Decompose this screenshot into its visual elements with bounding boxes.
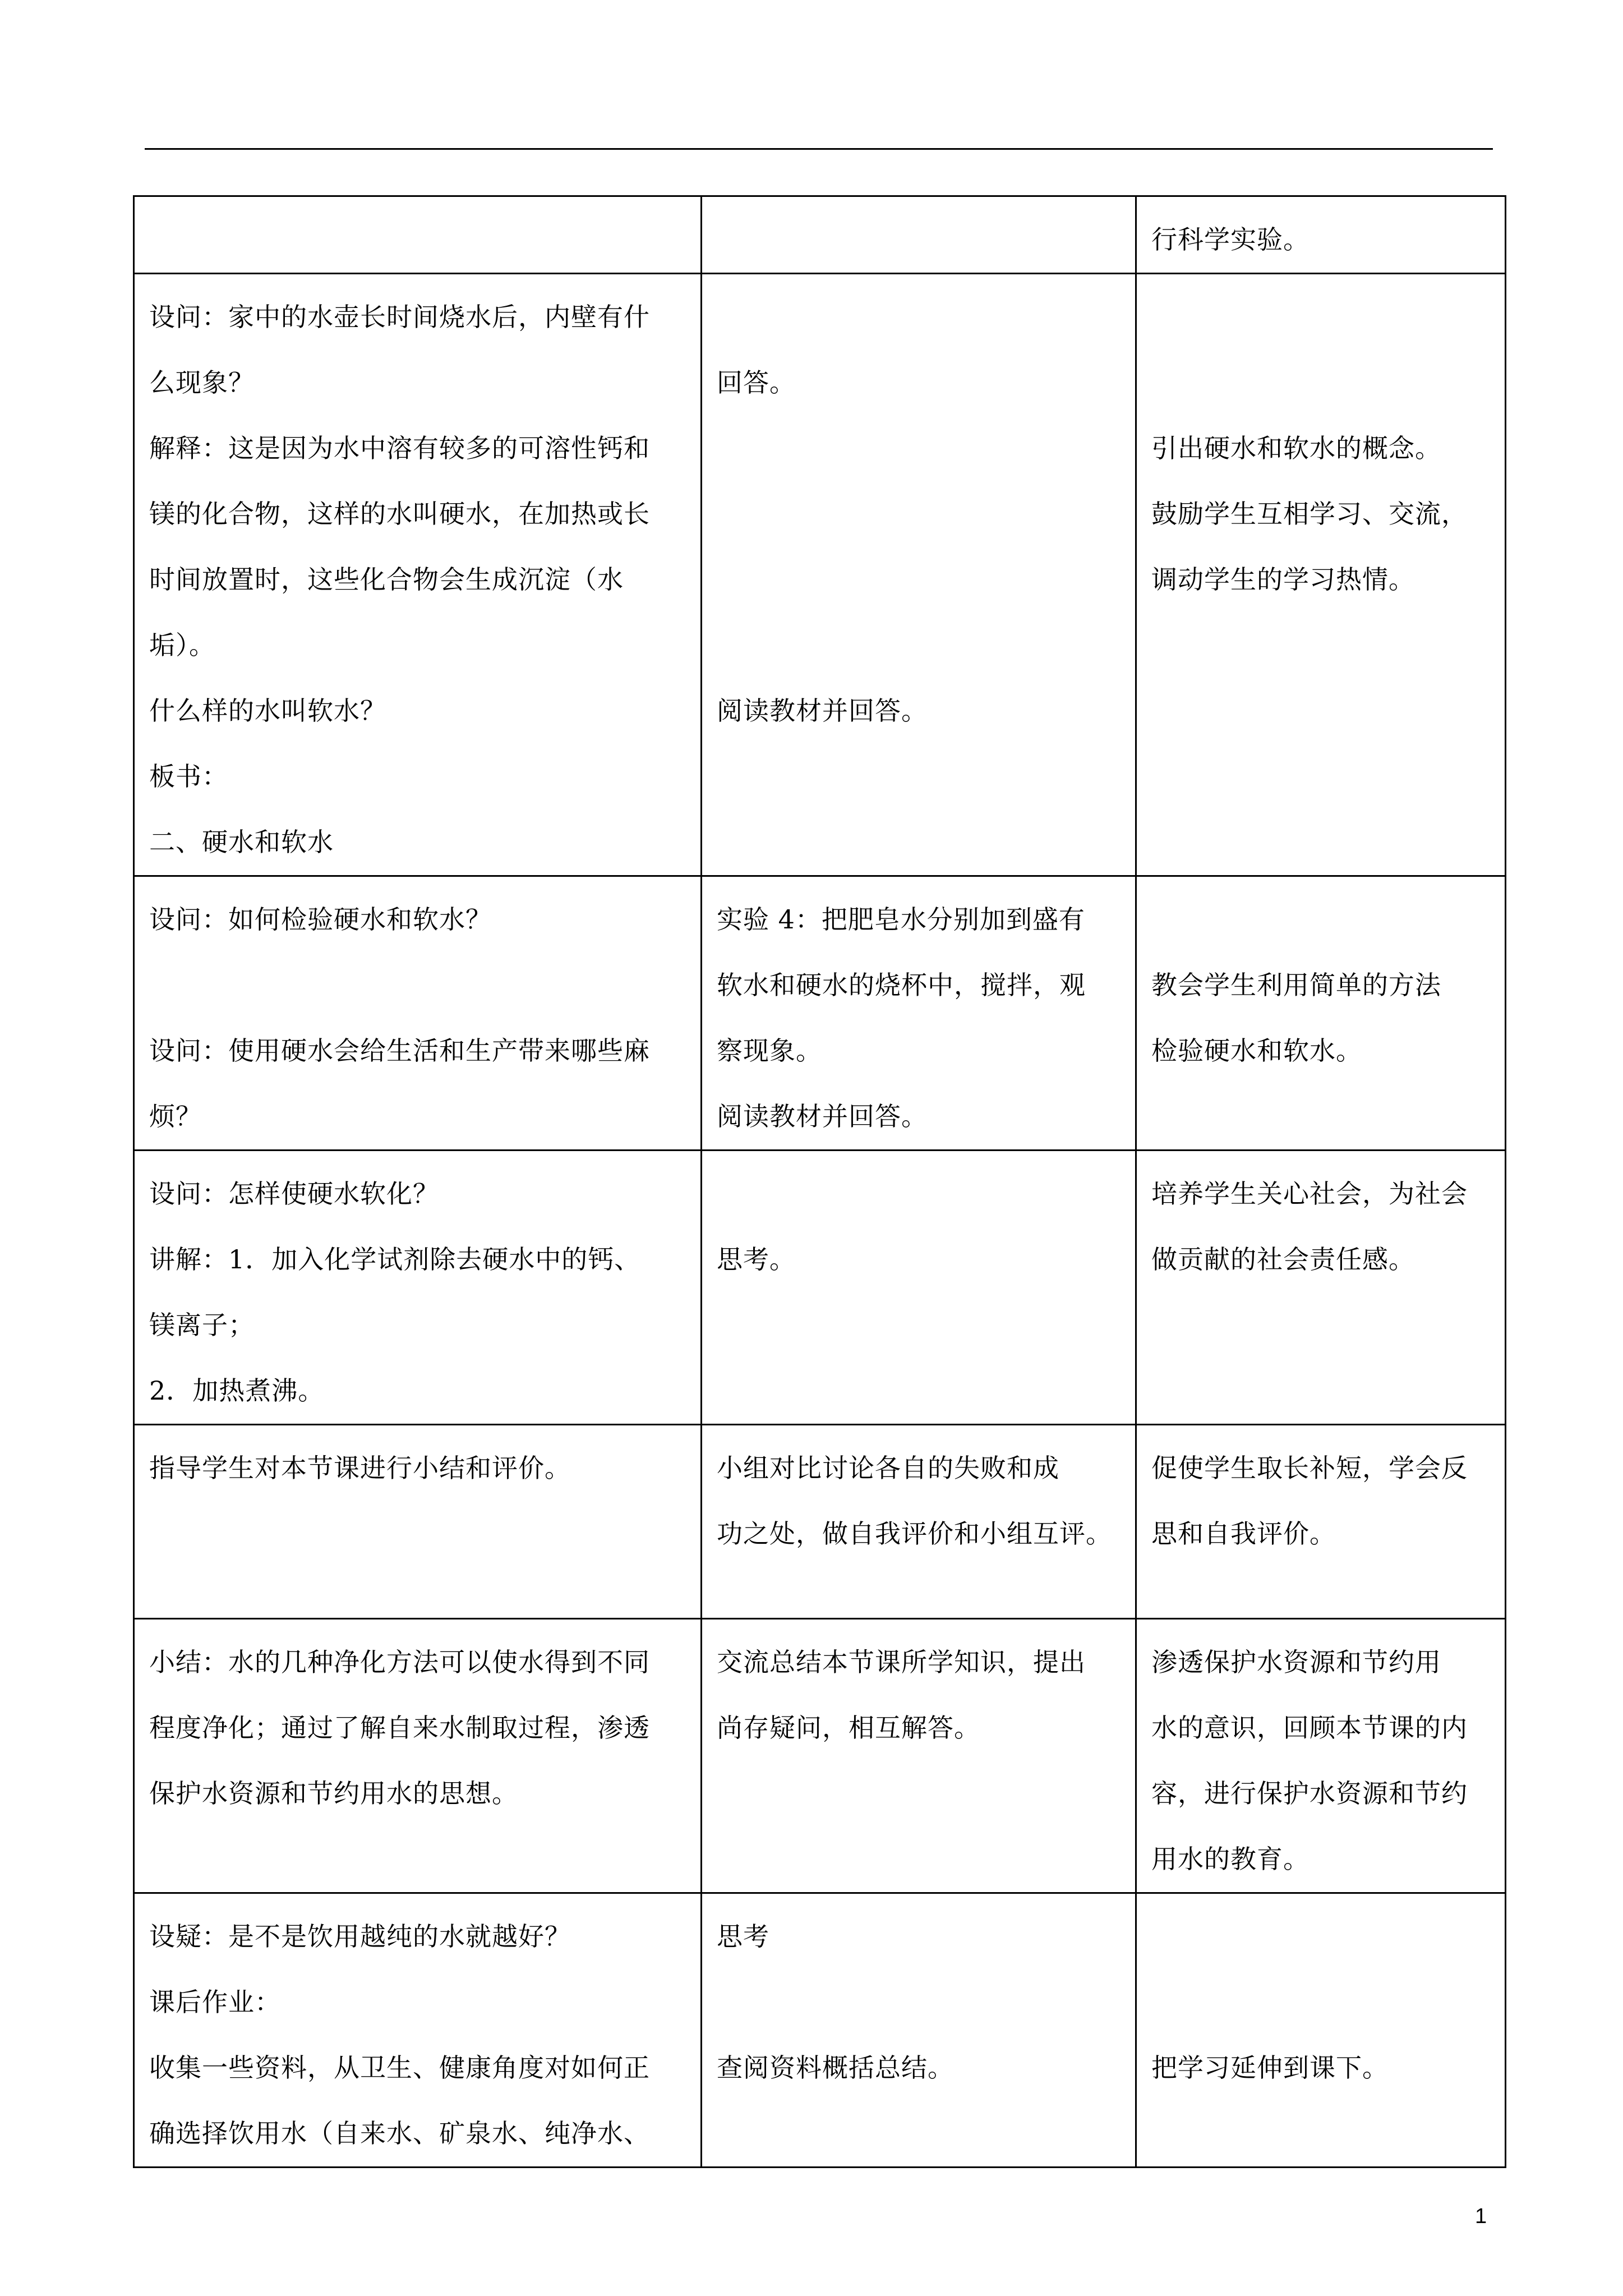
cell-text-line: 设疑：是不是饮用越纯的水就越好？ bbox=[149, 1921, 571, 1952]
cell-text-line: 教会学生利用简单的方法 bbox=[1151, 970, 1441, 1000]
cell-text-line bbox=[1151, 887, 1490, 953]
cell-text-line: 用水的教育。 bbox=[1151, 1844, 1310, 1874]
cell-text-line: 设问：使用硬水会给生活和生产带来哪些麻 bbox=[149, 1036, 650, 1066]
lesson-plan-table bbox=[133, 195, 1506, 2168]
design-intent-cell bbox=[1136, 274, 1506, 876]
cell-text-line: 促使学生取长补短，学会反 bbox=[1151, 1453, 1468, 1483]
cell-text-line: 二、硬水和软水 bbox=[149, 827, 334, 857]
cell-text-line: 检验硬水和软水。 bbox=[1151, 1036, 1362, 1066]
table-row bbox=[134, 1425, 1506, 1619]
cell-text-line: 阅读教材并回答。 bbox=[717, 696, 928, 726]
cell-text-line: 镁的化合物，这样的水叫硬水，在加热或长 bbox=[149, 499, 650, 529]
page-number: 1 bbox=[1475, 2205, 1487, 2228]
cell-text-line: 培养学生关心社会，为社会 bbox=[1151, 1179, 1468, 1209]
cell-text-line: 什么样的水叫软水？ bbox=[149, 696, 386, 726]
student-activity-cell bbox=[702, 1151, 1136, 1425]
cell-text-line: 小结：水的几种净化方法可以使水得到不同 bbox=[149, 1647, 650, 1677]
cell-text-line bbox=[717, 547, 1121, 613]
cell-text-line bbox=[1151, 350, 1490, 416]
cell-text-line: 调动学生的学习热情。 bbox=[1151, 564, 1415, 595]
cell-text-line bbox=[149, 953, 686, 1018]
student-activity-cell bbox=[702, 274, 1136, 876]
cell-text-line: 收集一些资料，从卫生、健康角度对如何正 bbox=[149, 2053, 650, 2083]
cell-text-line: 讲解：1．加入化学试剂除去硬水中的钙、 bbox=[149, 1244, 641, 1274]
cell-text-line: 尚存疑问，相互解答。 bbox=[717, 1713, 980, 1743]
student-activity-cell bbox=[702, 1619, 1136, 1893]
table-row bbox=[134, 1893, 1506, 2168]
design-intent-cell bbox=[1136, 1151, 1506, 1425]
cell-text-line: 2．加热煮沸。 bbox=[149, 1375, 325, 1406]
cell-text-line: 渗透保护水资源和节约用 bbox=[1151, 1647, 1441, 1677]
cell-text-line: 阅读教材并回答。 bbox=[717, 1101, 928, 1131]
cell-text-line bbox=[717, 284, 1121, 350]
cell-text-line: 做贡献的社会责任感。 bbox=[1151, 1244, 1415, 1274]
design-intent-cell bbox=[1136, 876, 1506, 1151]
student-activity-cell bbox=[702, 876, 1136, 1151]
student-activity-cell bbox=[702, 1893, 1136, 2168]
cell-text-line bbox=[1151, 284, 1490, 350]
teacher-activity-cell bbox=[134, 274, 702, 876]
cell-text-line: 思和自我评价。 bbox=[1151, 1519, 1336, 1549]
design-intent-cell bbox=[1136, 1425, 1506, 1619]
cell-text-line bbox=[717, 416, 1121, 481]
cell-text-line: 思考 bbox=[717, 1921, 769, 1952]
cell-text-line: 察现象。 bbox=[717, 1036, 822, 1066]
cell-text-line: 课后作业： bbox=[149, 1987, 281, 2017]
cell-text-line: 设问：怎样使硬水软化？ bbox=[149, 1179, 439, 1209]
header-rule bbox=[145, 148, 1493, 150]
teacher-activity-cell bbox=[134, 196, 702, 274]
cell-text-line: 设问：如何检验硬水和软水？ bbox=[149, 904, 492, 935]
cell-text-line: 实验 4：把肥皂水分别加到盛有 bbox=[717, 904, 1085, 935]
cell-text-line: 查阅资料概括总结。 bbox=[717, 2053, 954, 2083]
cell-text-line: 解释：这是因为水中溶有较多的可溶性钙和 bbox=[149, 433, 650, 463]
cell-text-line: 指导学生对本节课进行小结和评价。 bbox=[149, 1453, 571, 1483]
cell-text-line: 行科学实验。 bbox=[1151, 224, 1310, 255]
cell-text-line: 功之处，做自我评价和小组互评。 bbox=[717, 1519, 1112, 1549]
teacher-activity-cell bbox=[134, 1893, 702, 2168]
teacher-activity-cell bbox=[134, 1151, 702, 1425]
cell-text-line: 把学习延伸到课下。 bbox=[1151, 2053, 1389, 2083]
cell-text-line: 镁离子； bbox=[149, 1310, 255, 1340]
table-row bbox=[134, 274, 1506, 876]
table-row bbox=[134, 876, 1506, 1151]
cell-text-line: 板书： bbox=[149, 761, 228, 792]
table-row bbox=[134, 1619, 1506, 1893]
cell-text-line: 程度净化；通过了解自来水制取过程，渗透 bbox=[149, 1713, 650, 1743]
cell-text-line: 小组对比讨论各自的失败和成 bbox=[717, 1453, 1059, 1483]
cell-text-line: 垢）。 bbox=[149, 630, 215, 660]
design-intent-cell bbox=[1136, 1893, 1506, 2168]
cell-text-line bbox=[1151, 1970, 1490, 2035]
cell-text-line: 鼓励学生互相学习、交流， bbox=[1151, 499, 1468, 529]
student-activity-cell bbox=[702, 1425, 1136, 1619]
cell-text-line bbox=[1151, 1904, 1490, 1970]
cell-text-line bbox=[717, 613, 1121, 678]
design-intent-cell bbox=[1136, 196, 1506, 274]
cell-text-line: 烦？ bbox=[149, 1101, 202, 1131]
cell-text-line: 确选择饮用水（自来水、矿泉水、纯净水、 bbox=[149, 2118, 650, 2148]
cell-text-line: 容，进行保护水资源和节约 bbox=[1151, 1778, 1468, 1809]
cell-text-line: 回答。 bbox=[717, 367, 796, 398]
teacher-activity-cell bbox=[134, 1619, 702, 1893]
cell-text-line: 设问：家中的水壶长时间烧水后，内壁有什 bbox=[149, 302, 650, 332]
table-row bbox=[134, 1151, 1506, 1425]
student-activity-cell bbox=[702, 196, 1136, 274]
design-intent-cell bbox=[1136, 1619, 1506, 1893]
teacher-activity-cell bbox=[134, 876, 702, 1151]
cell-text-line: 么现象？ bbox=[149, 367, 255, 398]
cell-text-line bbox=[717, 1161, 1121, 1227]
teacher-activity-cell bbox=[134, 1425, 702, 1619]
cell-text-line bbox=[717, 481, 1121, 547]
cell-text-line: 引出硬水和软水的概念。 bbox=[1151, 433, 1441, 463]
cell-text-line: 保护水资源和节约用水的思想。 bbox=[149, 1778, 518, 1809]
cell-text-line: 水的意识，回顾本节课的内 bbox=[1151, 1713, 1468, 1743]
cell-text-line: 软水和硬水的烧杯中，搅拌，观 bbox=[717, 970, 1086, 1000]
cell-text-line: 时间放置时，这些化合物会生成沉淀（水 bbox=[149, 564, 624, 595]
table-row bbox=[134, 196, 1506, 274]
cell-text-line bbox=[717, 1970, 1121, 2035]
cell-text-line: 思考。 bbox=[717, 1244, 796, 1274]
cell-text-line: 交流总结本节课所学知识，提出 bbox=[717, 1647, 1086, 1677]
